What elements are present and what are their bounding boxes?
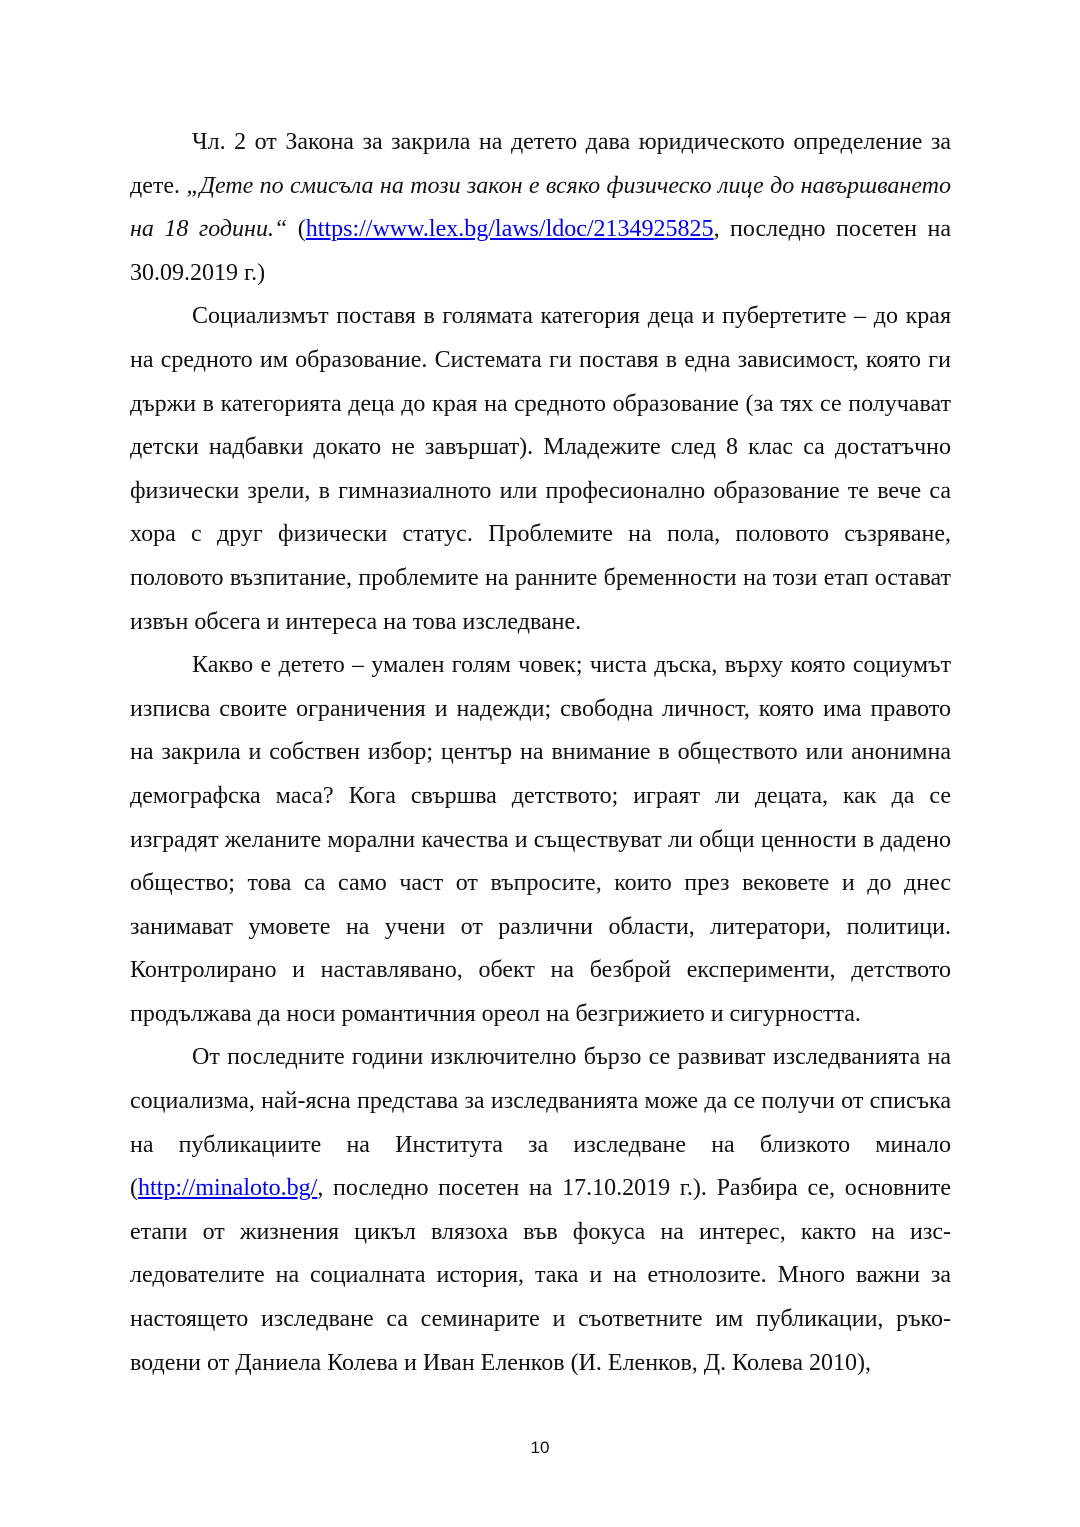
minaloto-link[interactable]: http://minaloto.bg/ xyxy=(138,1175,318,1202)
paragraph-1-text: Чл. 2 от Закона за закрила на детето дава юридическото определение за дете. xyxy=(130,129,951,199)
paragraph-4 xyxy=(130,1036,951,1385)
paragraph-1 xyxy=(130,121,951,295)
lex-bg-link[interactable]: https://www.lex.bg/laws/ldoc/2134925825 xyxy=(305,216,714,243)
paragraph-1-tail: , последно посетен на 30.09.2019 г.) xyxy=(130,216,951,286)
paragraph-4-text: От последните години изключително бързо се развиват изследванията на социализма, най-ясна представа за изследванията може да се получи от списъка на публикациите на Института за изследване на близкото минало ( xyxy=(130,1044,951,1202)
paren-open: ( xyxy=(287,216,306,243)
paragraph-4-tail: , последно посетен на 17.10.2019 г.). Разбира се, основните етапи от жизнения цикъл влязоха във фокуса на интерес, както на изследователите на социалната история, така и на етнолозите. Много важни за настоящето изследване са семинарите и съответните им публикации, ръководени от Даниела Колева и Иван Еленков (И. Еленков, Д. Колева 2010), xyxy=(130,1175,951,1376)
page-number: 10 xyxy=(530,1438,550,1457)
paragraph-3: Какво е детето – умален голям човек; чиста дъска, върху която социумът изписва своите ограничения и надежди; свободна личност, която има правото на закрила и собствен избор; център на внимание в обществото или анонимна демографска маса? Кога свършва детството; играят ли децата, как да се изградят желаните морални качества и съществуват ли общи ценности в дадено общество; това са само част от въпросите, които през вековете и до днес занимават умовете на учени от различни области, литератори, политици. Контролирано и наставлявано, обект на безброй експерименти, детството продължава да носи романтичния ореол на безгрижието и сигурността. xyxy=(130,652,951,1027)
law-quote: „Дете по смисъла на този закон е всяко физическо лице до навършването на 18 години.“ xyxy=(130,172,951,243)
body-text xyxy=(130,121,951,1385)
paragraph-2: Социализмът поставя в голямата категория деца и пубертетите – до края на средното им образование. Системата ги поставя в една зависимост, която ги държи в категорията деца до края на средното образование (за тях се получават детски надбавки докато не завършат). Младежите след 8 клас са достатъчно физически зрели, в гимназиалното или професионално образование те вече са хора с друг физически статус. Проблемите на пола, половото съзряване, половото възпитание, проблемите на ранните бременности на този етап остават извън обсега и интереса на това изследване. xyxy=(130,303,951,635)
